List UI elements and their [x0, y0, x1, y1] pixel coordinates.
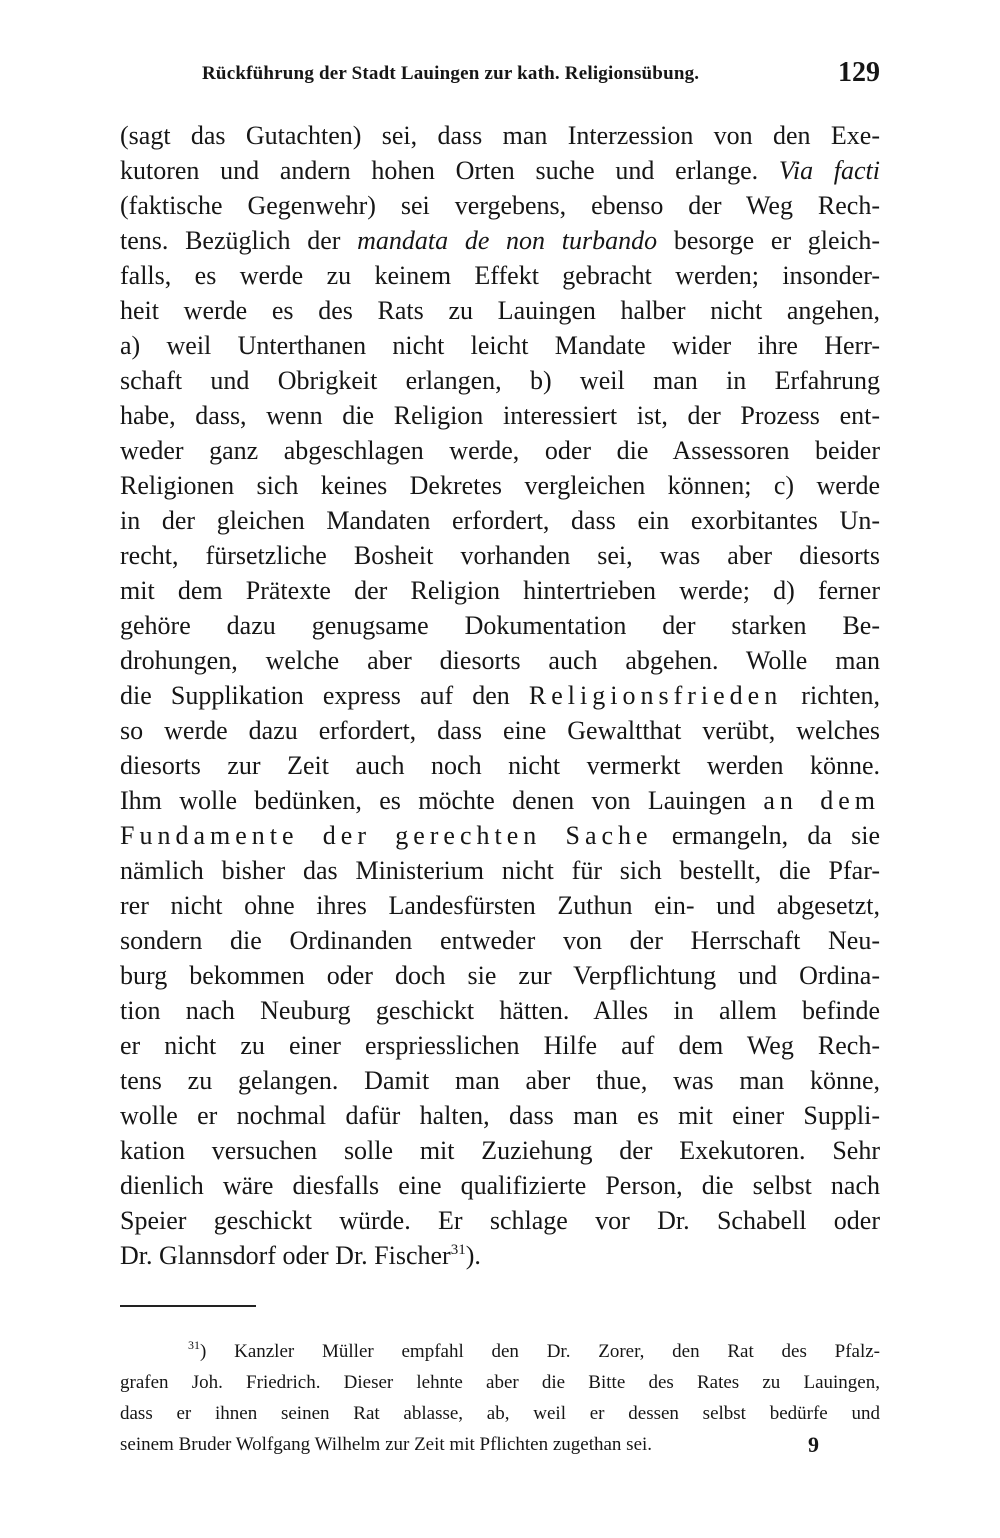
- text-line: gehöre dazu genugsame Dokumentation der starken Be-: [120, 611, 880, 640]
- footnote-marker: 31: [188, 1338, 200, 1352]
- footnote-line: dass er ihnen seinen Rat ablasse, ab, weil er dessen selbst bedürfe und: [120, 1403, 880, 1424]
- text-line: burg bekommen oder doch sie zur Verpflichtung und Ordina-: [120, 961, 880, 990]
- text-line: kutoren und andern hohen Orten suche und erlange. Via facti: [120, 156, 880, 185]
- running-title: Rückführung der Stadt Lauingen zur kath. Religionsübung.: [202, 63, 700, 84]
- footnote-line: $^{31}$) Kanzler Müller empfahl den Dr. Zorer, den Rat des Pfalz-: [188, 1338, 880, 1362]
- text-line: sondern die Ordinanden entweder von der Herrschaft Neu-: [120, 926, 880, 955]
- spaced-phrase: Religionsfrieden: [528, 681, 783, 710]
- page-header: [120, 55, 880, 99]
- spaced-phrase: an dem: [763, 786, 880, 815]
- main-text: [120, 118, 880, 1273]
- text-line: Speier geschickt würde. Er schlage vor Dr. Schabell oder: [120, 1206, 880, 1235]
- text-line: (sagt das Gutachten) sei, dass man Interzession von den Exe-: [120, 121, 880, 150]
- footnote: [120, 1336, 880, 1460]
- text-line: mit dem Prätexte der Religion hintertrieben werde; d) ferner: [120, 576, 880, 605]
- text-line: Dr. Glannsdorf oder Dr. Fischer$^{31}$).: [120, 1241, 481, 1270]
- footnote-line: grafen Joh. Friedrich. Dieser lehnte aber die Bitte des Rates zu Lauingen,: [120, 1372, 880, 1393]
- text-line: so werde dazu erfordert, dass eine Gewaltthat verübt, welches: [120, 716, 880, 745]
- text-line: a) weil Unterthanen nicht leicht Mandate wider ihre Herr-: [120, 331, 880, 360]
- text-line: Ihm wolle bedünken, es möchte denen von Lauingen an dem: [120, 786, 880, 815]
- text-line: weder ganz abgeschlagen werde, oder die Assessoren beider: [120, 436, 880, 465]
- footnote-reference: 31: [450, 1242, 466, 1258]
- text-line: schaft und Obrigkeit erlangen, b) weil man in Erfahrung: [120, 366, 880, 395]
- text-line: diesorts zur Zeit auch noch nicht vermerkt werden könne.: [120, 751, 880, 780]
- spaced-phrase: Fundamente der gerechten Sache: [120, 821, 653, 850]
- text-line: tens. Bezüglich der mandata de non turbando besorge er gleich-: [120, 226, 880, 255]
- printer-signature: 9: [808, 1432, 819, 1457]
- footnote-line: seinem Bruder Wolfgang Wilhelm zur Zeit mit Pflichten zugethan sei.: [120, 1434, 653, 1455]
- text-line: (faktische Gegenwehr) sei vergebens, ebenso der Weg Rech-: [120, 191, 880, 220]
- text-line: kation versuchen solle mit Zuziehung der Exekutoren. Sehr: [120, 1136, 880, 1165]
- text-line: in der gleichen Mandaten erfordert, dass ein exorbitantes Un-: [120, 506, 880, 535]
- text-line: recht, fürsetzliche Bosheit vorhanden sei, was aber diesorts: [120, 541, 880, 570]
- page-number: 129: [838, 57, 880, 88]
- text-line: er nicht zu einer erspriesslichen Hilfe auf dem Weg Rech-: [120, 1031, 880, 1060]
- text-line: rer nicht ohne ihres Landesfürsten Zuthun ein- und abgesetzt,: [120, 891, 880, 920]
- text-line: habe, dass, wenn die Religion interessiert ist, der Prozess ent-: [120, 401, 880, 430]
- text-line: heit werde es des Rats zu Lauingen halber nicht angehen,: [120, 296, 880, 325]
- text-line: dienlich wäre diesfalls eine qualifizierte Person, die selbst nach: [120, 1171, 880, 1200]
- text-line: falls, es werde zu keinem Effekt gebracht werden; insonder-: [120, 261, 880, 290]
- text-line: tens zu gelangen. Damit man aber thue, was man könne,: [120, 1066, 880, 1095]
- italic-phrase: Via facti: [778, 156, 880, 185]
- text-line: drohungen, welche aber diesorts auch abgehen. Wolle man: [120, 646, 880, 675]
- text-line: die Supplikation express auf den Religionsfrieden richten,: [120, 681, 880, 710]
- text-line: nämlich bisher das Ministerium nicht für sich bestellt, die Pfar-: [120, 856, 880, 885]
- text-line: tion nach Neuburg geschickt hätten. Alles in allem befinde: [120, 996, 880, 1025]
- italic-phrase: mandata de non turbando: [357, 226, 658, 255]
- footnote-divider: [120, 1305, 256, 1307]
- text-line: wolle er nochmal dafür halten, dass man es mit einer Suppli-: [120, 1101, 880, 1130]
- text-line: Fundamente der gerechten Sache ermangeln, da sie: [120, 821, 880, 850]
- text-line: Religionen sich keines Dekretes vergleichen können; c) werde: [120, 471, 880, 500]
